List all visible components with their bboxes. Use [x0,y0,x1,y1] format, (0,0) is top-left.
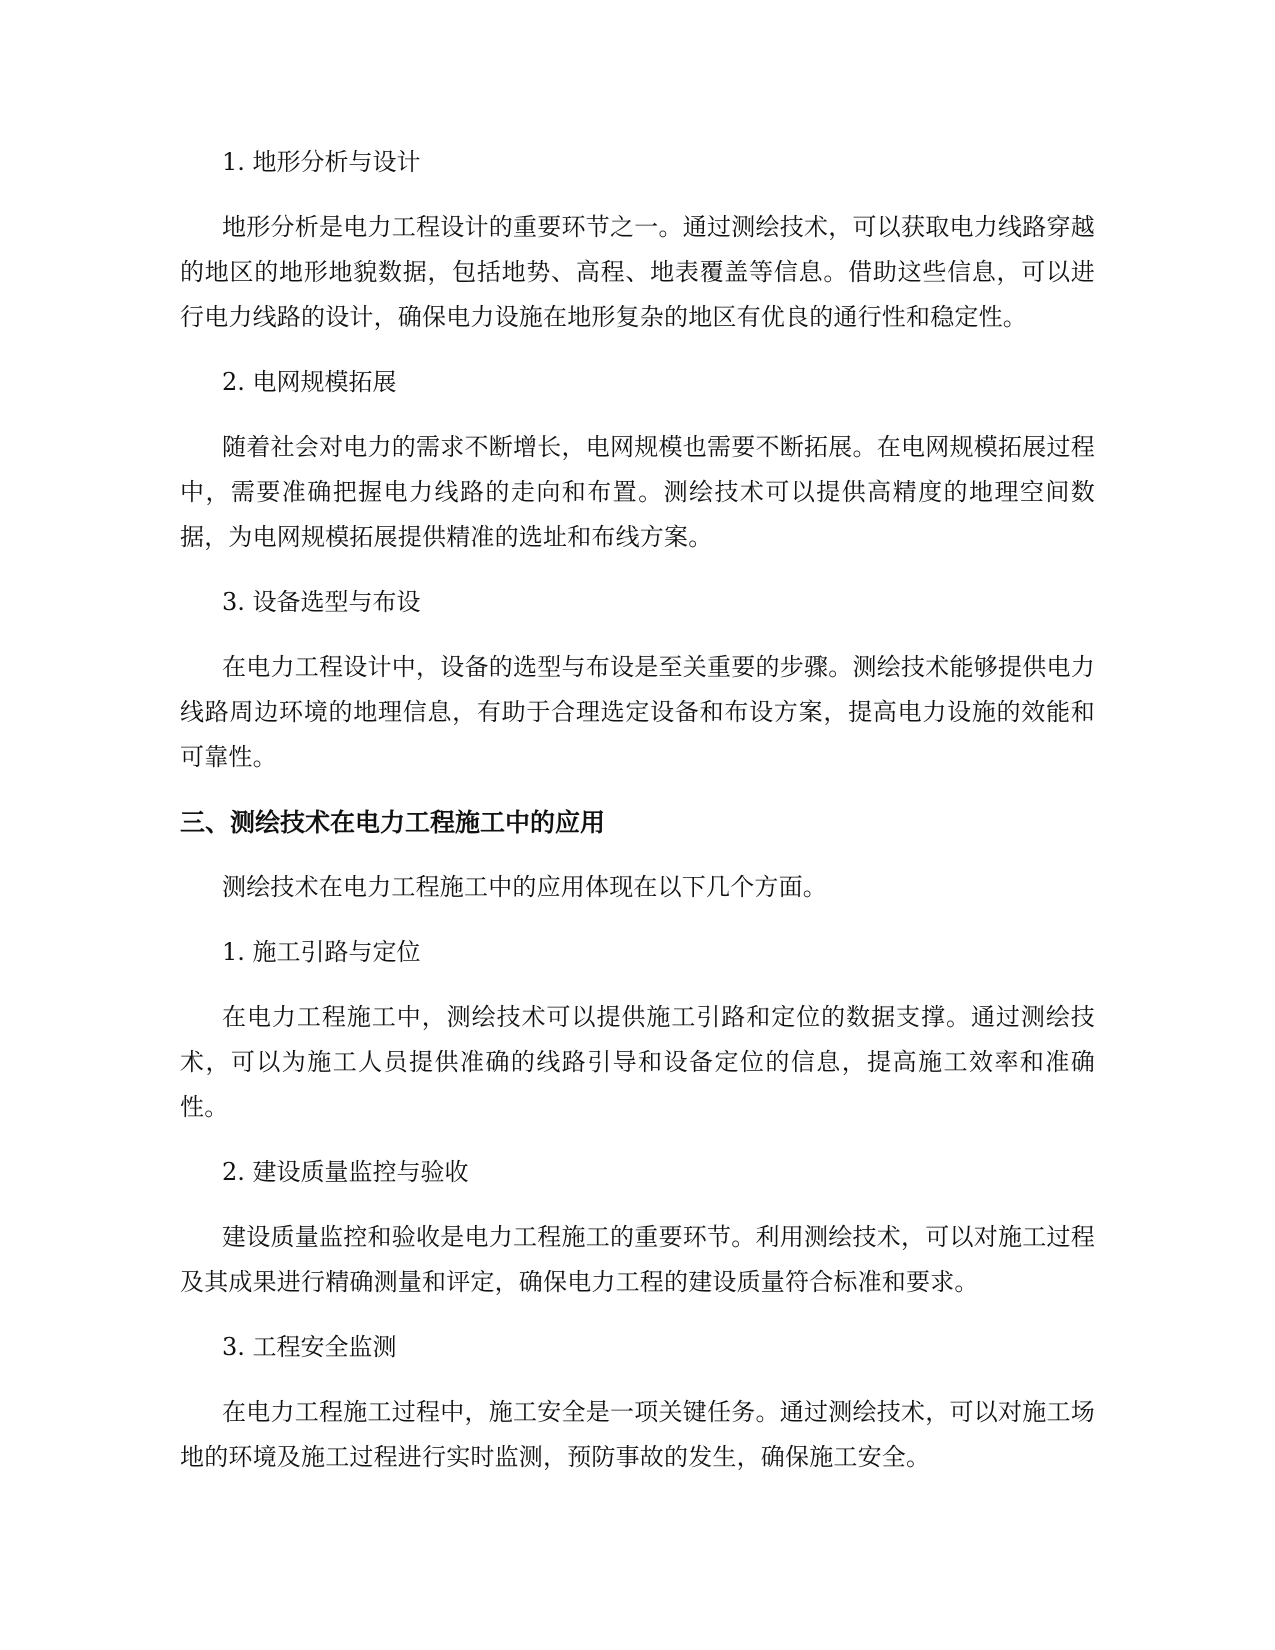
paragraph: 建设质量监控和验收是电力工程施工的重要环节。利用测绘技术，可以对施工过程及其成果进行精确测量和评定，确保电力工程的建设质量符合标准和要求。 [180,1223,1095,1296]
subsection-heading: 2. 电网规模拓展 [222,368,397,396]
paragraph: 随着社会对电力的需求不断增长，电网规模也需要不断拓展。在电网规模拓展过程中，需要准确把握电力线路的走向和布置。测绘技术可以提供高精度的地理空间数据，为电网规模拓展提供精准的选址和布线方案。 [180,433,1095,551]
paragraph: 在电力工程施工过程中，施工安全是一项关键任务。通过测绘技术，可以对施工场地的环境及施工过程进行实时监测，预防事故的发生，确保施工安全。 [180,1398,1095,1471]
document-body [180,140,1095,1500]
paragraph: 测绘技术在电力工程施工中的应用体现在以下几个方面。 [222,873,827,901]
paragraph: 在电力工程设计中，设备的选型与布设是至关重要的步骤。测绘技术能够提供电力线路周边环境的地理信息，有助于合理选定设备和布设方案，提高电力设施的效能和可靠性。 [180,653,1095,771]
subsection-heading: 1. 施工引路与定位 [222,938,421,966]
subsection-heading: 3. 工程安全监测 [222,1333,397,1361]
section-title: 三、测绘技术在电力工程施工中的应用 [180,808,606,837]
subsection-heading: 1. 地形分析与设计 [222,148,421,176]
subsection-heading: 3. 设备选型与布设 [222,588,421,616]
paragraph: 在电力工程施工中，测绘技术可以提供施工引路和定位的数据支撑。通过测绘技术，可以为施工人员提供准确的线路引导和设备定位的信息，提高施工效率和准确性。 [180,1003,1095,1121]
subsection-heading: 2. 建设质量监控与验收 [222,1158,469,1186]
paragraph: 地形分析是电力工程设计的重要环节之一。通过测绘技术，可以获取电力线路穿越的地区的地形地貌数据，包括地势、高程、地表覆盖等信息。借助这些信息，可以进行电力线路的设计，确保电力设施在地形复杂的地区有优良的通行性和稳定性。 [180,213,1095,331]
